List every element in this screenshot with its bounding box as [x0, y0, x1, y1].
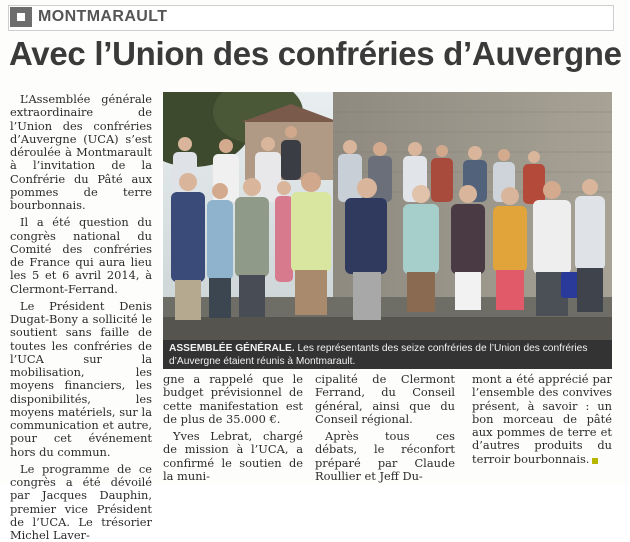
paragraph: Il a été question du congrès national du Comité des confréries de France qui aura lieu les 5 et 6 avril 2014, à Clermont-Ferrand.: [10, 215, 152, 296]
paragraph: Le Président Denis Dugat-Bony a sollicité le soutient sans faille de toutes les confréries de l’UCA sur la mobilisation, les moyens financiers, les disponibilités, les moyens matériels, sur la communication et autre, pour cet événement hors du commun.: [10, 298, 152, 459]
paragraph-final: [472, 373, 612, 466]
paragraph: cipalité de Clermont Ferrand, du Conseil général, ainsi que du Conseil régional.: [315, 372, 455, 426]
rubric-label: MONTMARAULT: [38, 8, 168, 25]
paragraph: Yves Lebrat, chargé de mission à l’UCA, a confirmé le soutien de la muni-: [163, 429, 303, 483]
paragraph-text: mont a été apprécié par l’ensemble des convives présent, à savoir : un bon morceau de pâté aux pommes de terre et d’autres produits du terroir bourbonnais.: [472, 372, 612, 466]
photo-caption: [163, 340, 612, 369]
group-photo: [163, 92, 612, 340]
article-headline: Avec l’Union des confréries d’Auvergne: [9, 35, 622, 72]
paragraph: Le programme de ce congrès a été dévoilé par Jacques Dauphin, premier vice Président de l’UCA. Le trésorier Michel Laver-: [10, 461, 152, 542]
paragraph: L’Assemblée générale extraordinaire de l’Union des confréries d’Auvergne (UCA) s’est déroulée à Montmarault à l’invitation de la Confrérie du Pâté aux pommes de terre bourbonnais.: [10, 92, 152, 212]
caption-text: Les représentants des seize confréries de l’Union des confréries d’Auvergne étaient réunis à Montmarault.: [169, 343, 588, 367]
article-column-3: [315, 373, 455, 483]
end-of-article-mark: [592, 458, 598, 464]
section-rubric: [8, 5, 614, 31]
article-column-4: [472, 373, 612, 466]
article-column-1: [10, 93, 152, 542]
group-photo-illustration: [163, 92, 612, 340]
paragraph: Après tous ces débats, le réconfort préparé par Claude Roullier et Jeff Du-: [315, 429, 455, 483]
rubric-square-icon: [10, 7, 32, 27]
caption-lead: ASSEMBLÉE GÉNÉRALE.: [169, 343, 295, 354]
paragraph: gne a rappelé que le budget prévisionnel de cette manifestation est de plus de 35.000 €.: [163, 372, 303, 426]
article-column-2: [163, 373, 303, 483]
